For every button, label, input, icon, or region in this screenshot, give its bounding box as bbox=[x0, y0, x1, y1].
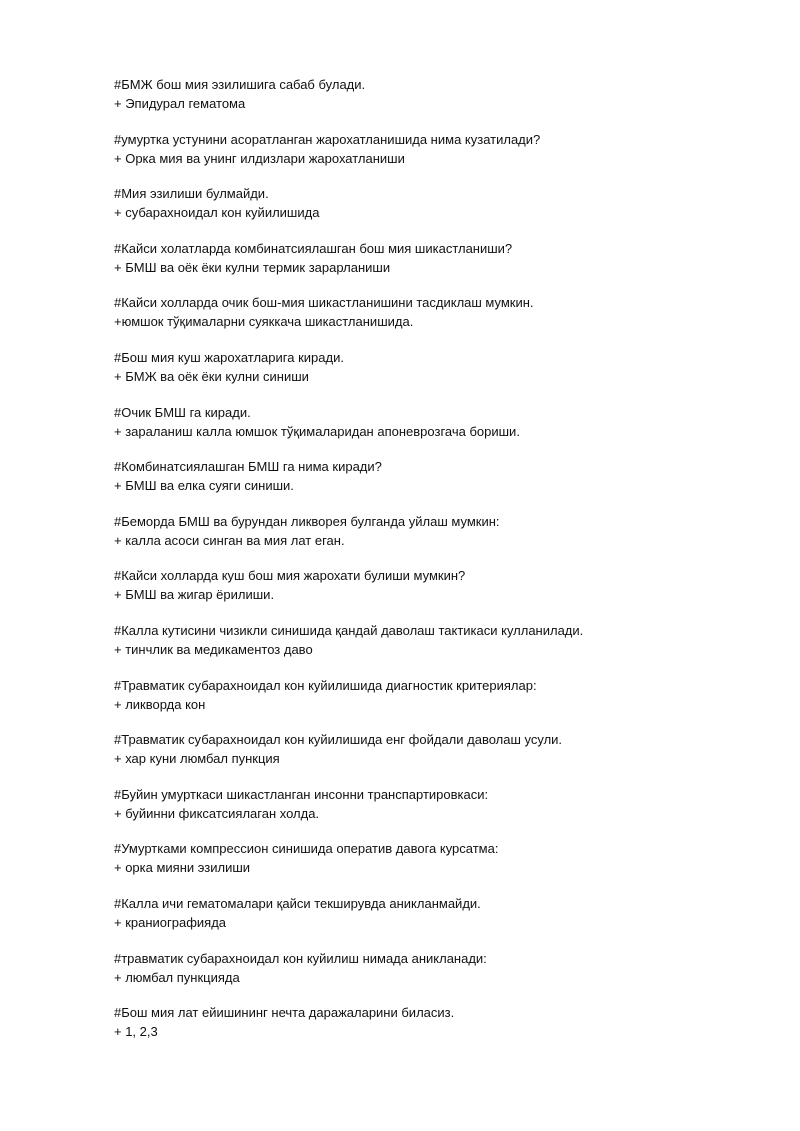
answer-text: + буйинни фиксатсиялаган холда. bbox=[114, 805, 320, 821]
answer-text: + люмбал пункцияда bbox=[114, 969, 240, 985]
answer-text: + БМШ ва оёк ёки кулни термик зарарланиши bbox=[114, 259, 391, 275]
question-item-4 bbox=[114, 239, 754, 277]
answer-text: + ликворда кон bbox=[114, 696, 206, 712]
question-item-5 bbox=[114, 293, 754, 331]
question-text: #умуртка устунини асоратланган жарохатланишида нима кузатилади? bbox=[114, 131, 541, 147]
question-text: #Умуртками компрессион синишида оператив давога курсатма: bbox=[114, 841, 499, 857]
answer-text: +юмшок тўқималарни суяккача шикастланишида. bbox=[114, 314, 414, 330]
question-text: #Калла кутисини чизикли синишида қандай даволаш тактикаси кулланилади. bbox=[114, 622, 584, 638]
question-item-12 bbox=[114, 676, 754, 714]
question-item-15 bbox=[114, 839, 754, 877]
answer-text: + Орка мия ва унинг илдизлари жарохатланиши bbox=[114, 150, 405, 166]
question-item-17 bbox=[114, 949, 754, 987]
question-text: #Бош мия куш жарохатларига киради. bbox=[114, 349, 344, 365]
question-text: #Кайси холларда куш бош мия жарохати булиши мумкин? bbox=[114, 568, 466, 584]
question-text: #Кайси холатларда комбинатсиялашган бош мия шикастланиши? bbox=[114, 240, 513, 256]
question-item-11 bbox=[114, 621, 754, 659]
question-text: #БМЖ бош мия эзилишига сабаб булади. bbox=[114, 77, 366, 92]
question-text: #травматик субарахноидал кон куйилиш нимада аникланади: bbox=[114, 950, 487, 966]
answer-text: + калла асоси синган ва мия лат еган. bbox=[114, 532, 345, 548]
question-item-13 bbox=[114, 730, 754, 768]
answer-text: + БМШ ва елка суяги синиши. bbox=[114, 478, 294, 494]
question-item-9 bbox=[114, 512, 754, 550]
question-text: #Травматик субарахноидал кон куйилишида диагностик критериялар: bbox=[114, 677, 537, 693]
question-text: #Кайси холларда очик бош-мия шикастланишини тасдиклаш мумкин. bbox=[114, 295, 534, 311]
question-text: #Мия эзилиши булмайди. bbox=[114, 186, 269, 202]
answer-text: + 1, 2,3 bbox=[114, 1024, 158, 1040]
answer-text: + БМШ ва жигар ёрилиши. bbox=[114, 587, 275, 603]
answer-text: + краниографияда bbox=[114, 914, 227, 930]
question-item-18 bbox=[114, 1003, 754, 1041]
question-text: #Травматик субарахноидал кон куйилишида енг фойдали даволаш усули. bbox=[114, 732, 563, 748]
answer-text: + тинчлик ва медикаментоз даво bbox=[114, 641, 313, 657]
question-item-16 bbox=[114, 894, 754, 932]
question-item-6 bbox=[114, 348, 754, 386]
answer-text: + субарахноидал кон куйилишида bbox=[114, 205, 320, 221]
question-text: #Бош мия лат ейишининг нечта даражаларини биласиз. bbox=[114, 1005, 455, 1021]
question-text: #Буйин умурткаси шикастланган инсонни транспартировкаси: bbox=[114, 786, 489, 802]
question-item-3 bbox=[114, 184, 754, 222]
question-item-7 bbox=[114, 403, 754, 441]
answer-text: + зараланиш калла юмшок тўқималаридан апоневрозгача бориши. bbox=[114, 423, 520, 439]
question-text: #Комбинатсиялашган БМШ га нима киради? bbox=[114, 459, 382, 475]
question-text: #Калла ичи гематомалари қайси текширувда аникланмайди. bbox=[114, 895, 481, 911]
answer-text: + Эпидурал гематома bbox=[114, 96, 246, 111]
question-text: #Очик БМШ га киради. bbox=[114, 404, 251, 420]
answer-text: + орка мияни эзилиши bbox=[114, 860, 251, 876]
question-list bbox=[114, 75, 754, 1058]
answer-text: + хар куни люмбал пункция bbox=[114, 751, 280, 767]
question-text: #Беморда БМШ ва бурундан ликворея булганда уйлаш мумкин: bbox=[114, 513, 500, 529]
question-item-10 bbox=[114, 566, 754, 604]
question-item-14 bbox=[114, 785, 754, 823]
answer-text: + БМЖ ва оёк ёки кулни синиши bbox=[114, 368, 309, 384]
question-item-8 bbox=[114, 457, 754, 495]
question-item-1 bbox=[114, 75, 754, 113]
question-item-2 bbox=[114, 130, 754, 168]
